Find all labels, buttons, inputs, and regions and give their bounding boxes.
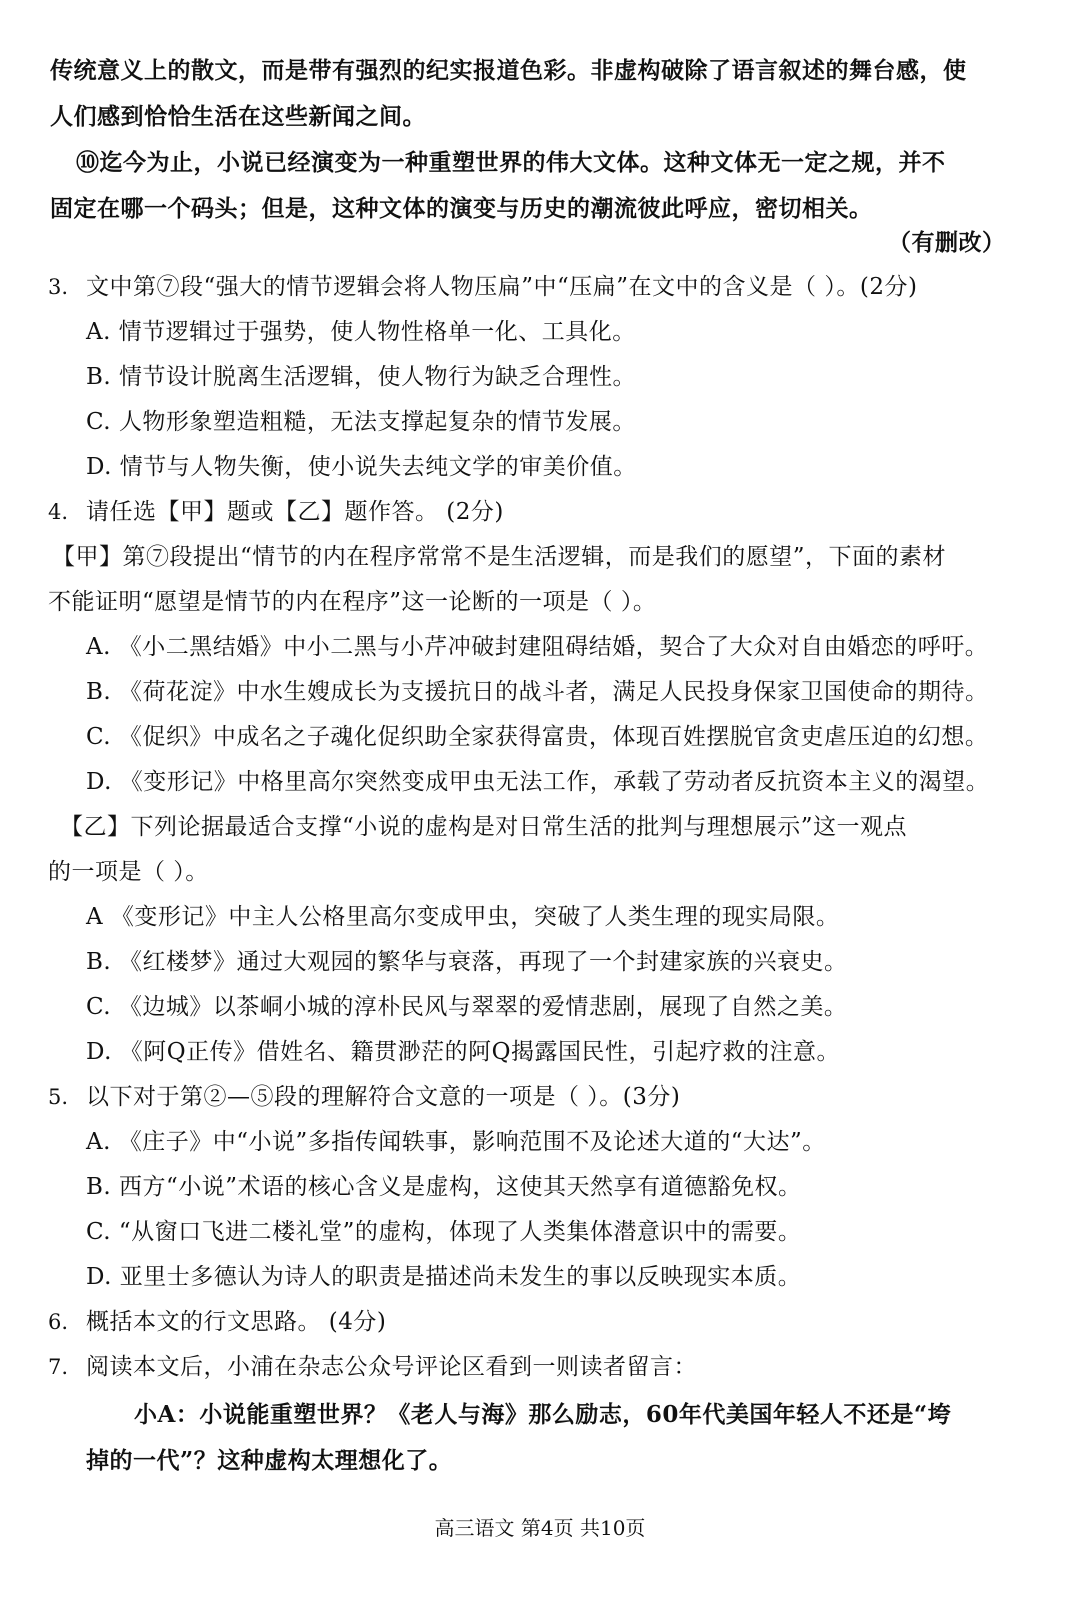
question-3-option-b: B. 情节设计脱离生活逻辑，使人物行为缺乏合理性。: [86, 364, 637, 390]
question-number: 7.: [48, 1355, 69, 1379]
question-4-jia-stem: 【甲】第⑦段提出“情节的内在程序常常不是生活逻辑，而是我们的愿望”，下面的素材: [52, 544, 947, 570]
passage-line: 固定在哪一个码头；但是，这种文体的演变与历史的潮流彼此呼应，密切相关。: [50, 195, 873, 222]
question-3-stem: 文中第⑦段“强大的情节逻辑会将人物压扁”中“压扁”在文中的含义是（ ）。(2分): [86, 274, 918, 300]
question-5-option-b: B. 西方“小说”术语的核心含义是虚构，这使其天然享有道德豁免权。: [86, 1174, 802, 1200]
question-3-option-c: C. 人物形象塑造粗糙，无法支撑起复杂的情节发展。: [86, 409, 636, 435]
question-4-yi-option-c: C. 《边城》以茶峒小城的淳朴民风与翠翠的爱情悲剧，展现了自然之美。: [86, 994, 848, 1020]
question-5-stem: 以下对于第②—⑤段的理解符合文意的一项是（ ）。(3分): [86, 1084, 681, 1110]
question-4-jia-option-c: C. 《促织》中成名之子魂化促织助全家获得富贵，体现百姓摆脱官贪吏虐压迫的幻想。: [86, 724, 989, 750]
question-4-yi-option-d: D. 《阿Q正传》借姓名、籍贯渺茫的阿Q揭露国民性，引起疗救的注意。: [86, 1039, 840, 1065]
question-6-stem: 概括本文的行文思路。 (4分): [86, 1309, 387, 1335]
question-5-option-d: D. 亚里士多德认为诗人的职责是描述尚未发生的事以反映现实本质。: [86, 1264, 802, 1290]
passage-paragraph-10: ⑩迄今为止，小说已经演变为一种重塑世界的伟大文体。这种文体无一定之规，并不: [76, 149, 946, 176]
question-5-option-a: A. 《庄子》中“小说”多指传闻轶事，影响范围不及论述大道的“大达”。: [86, 1129, 826, 1155]
question-3-option-d: D. 情节与人物失衡，使小说失去纯文学的审美价值。: [86, 454, 637, 480]
question-4-jia-option-d: D. 《变形记》中格里高尔突然变成甲虫无法工作，承载了劳动者反抗资本主义的渴望。: [86, 769, 990, 795]
question-3-option-a: A. 情节逻辑过于强势，使人物性格单一化、工具化。: [86, 319, 636, 345]
reader-comment: 小A：小说能重塑世界？《老人与海》那么励志，60年代美国年轻人不还是“垮: [134, 1401, 952, 1428]
question-4-jia-option-b: B. 《荷花淀》中水生嫂成长为支援抗日的战斗者，满足人民投身保家卫国使命的期待。: [86, 679, 989, 705]
reader-comment-cont: 掉的一代”？这种虚构太理想化了。: [86, 1447, 453, 1474]
question-number: 6.: [48, 1310, 69, 1334]
question-4-yi-option-a: A 《变形记》中主人公格里高尔变成甲虫，突破了人类生理的现实局限。: [86, 904, 840, 930]
question-4-stem: 请任选【甲】题或【乙】题作答。 (2分): [86, 499, 504, 525]
question-number: 3.: [48, 275, 69, 299]
question-number: 5.: [48, 1085, 69, 1109]
passage-line: 传统意义上的散文，而是带有强烈的纪实报道色彩。非虚构破除了语言叙述的舞台感，使: [50, 57, 967, 84]
question-number: 4.: [48, 500, 69, 524]
question-4-jia-stem-cont: 不能证明“愿望是情节的内在程序”这一论断的一项是（ ）。: [48, 589, 657, 615]
question-4-yi-stem-cont: 的一项是（ ）。: [48, 859, 209, 885]
question-4-yi-stem: 【乙】下列论据最适合支撑“小说的虚构是对日常生活的批判与理想展示”这一观点: [60, 814, 908, 840]
question-5-option-c: C. “从窗口飞进二楼礼堂”的虚构，体现了人类集体潜意识中的需要。: [86, 1219, 802, 1245]
question-4-jia-option-a: A. 《小二黑结婚》中小二黑与小芹冲破封建阻碍结婚，契合了大众对自由婚恋的呼吁。: [86, 634, 989, 660]
page-footer: 高三语文 第4页 共10页: [434, 1516, 646, 1540]
abridged-note: （有删改）: [888, 229, 1006, 256]
question-7-stem: 阅读本文后，小浦在杂志公众号评论区看到一则读者留言：: [86, 1354, 697, 1380]
passage-line: 人们感到恰恰生活在这些新闻之间。: [50, 103, 426, 130]
question-4-yi-option-b: B. 《红楼梦》通过大观园的繁华与衰落，再现了一个封建家族的兴衰史。: [86, 949, 848, 975]
